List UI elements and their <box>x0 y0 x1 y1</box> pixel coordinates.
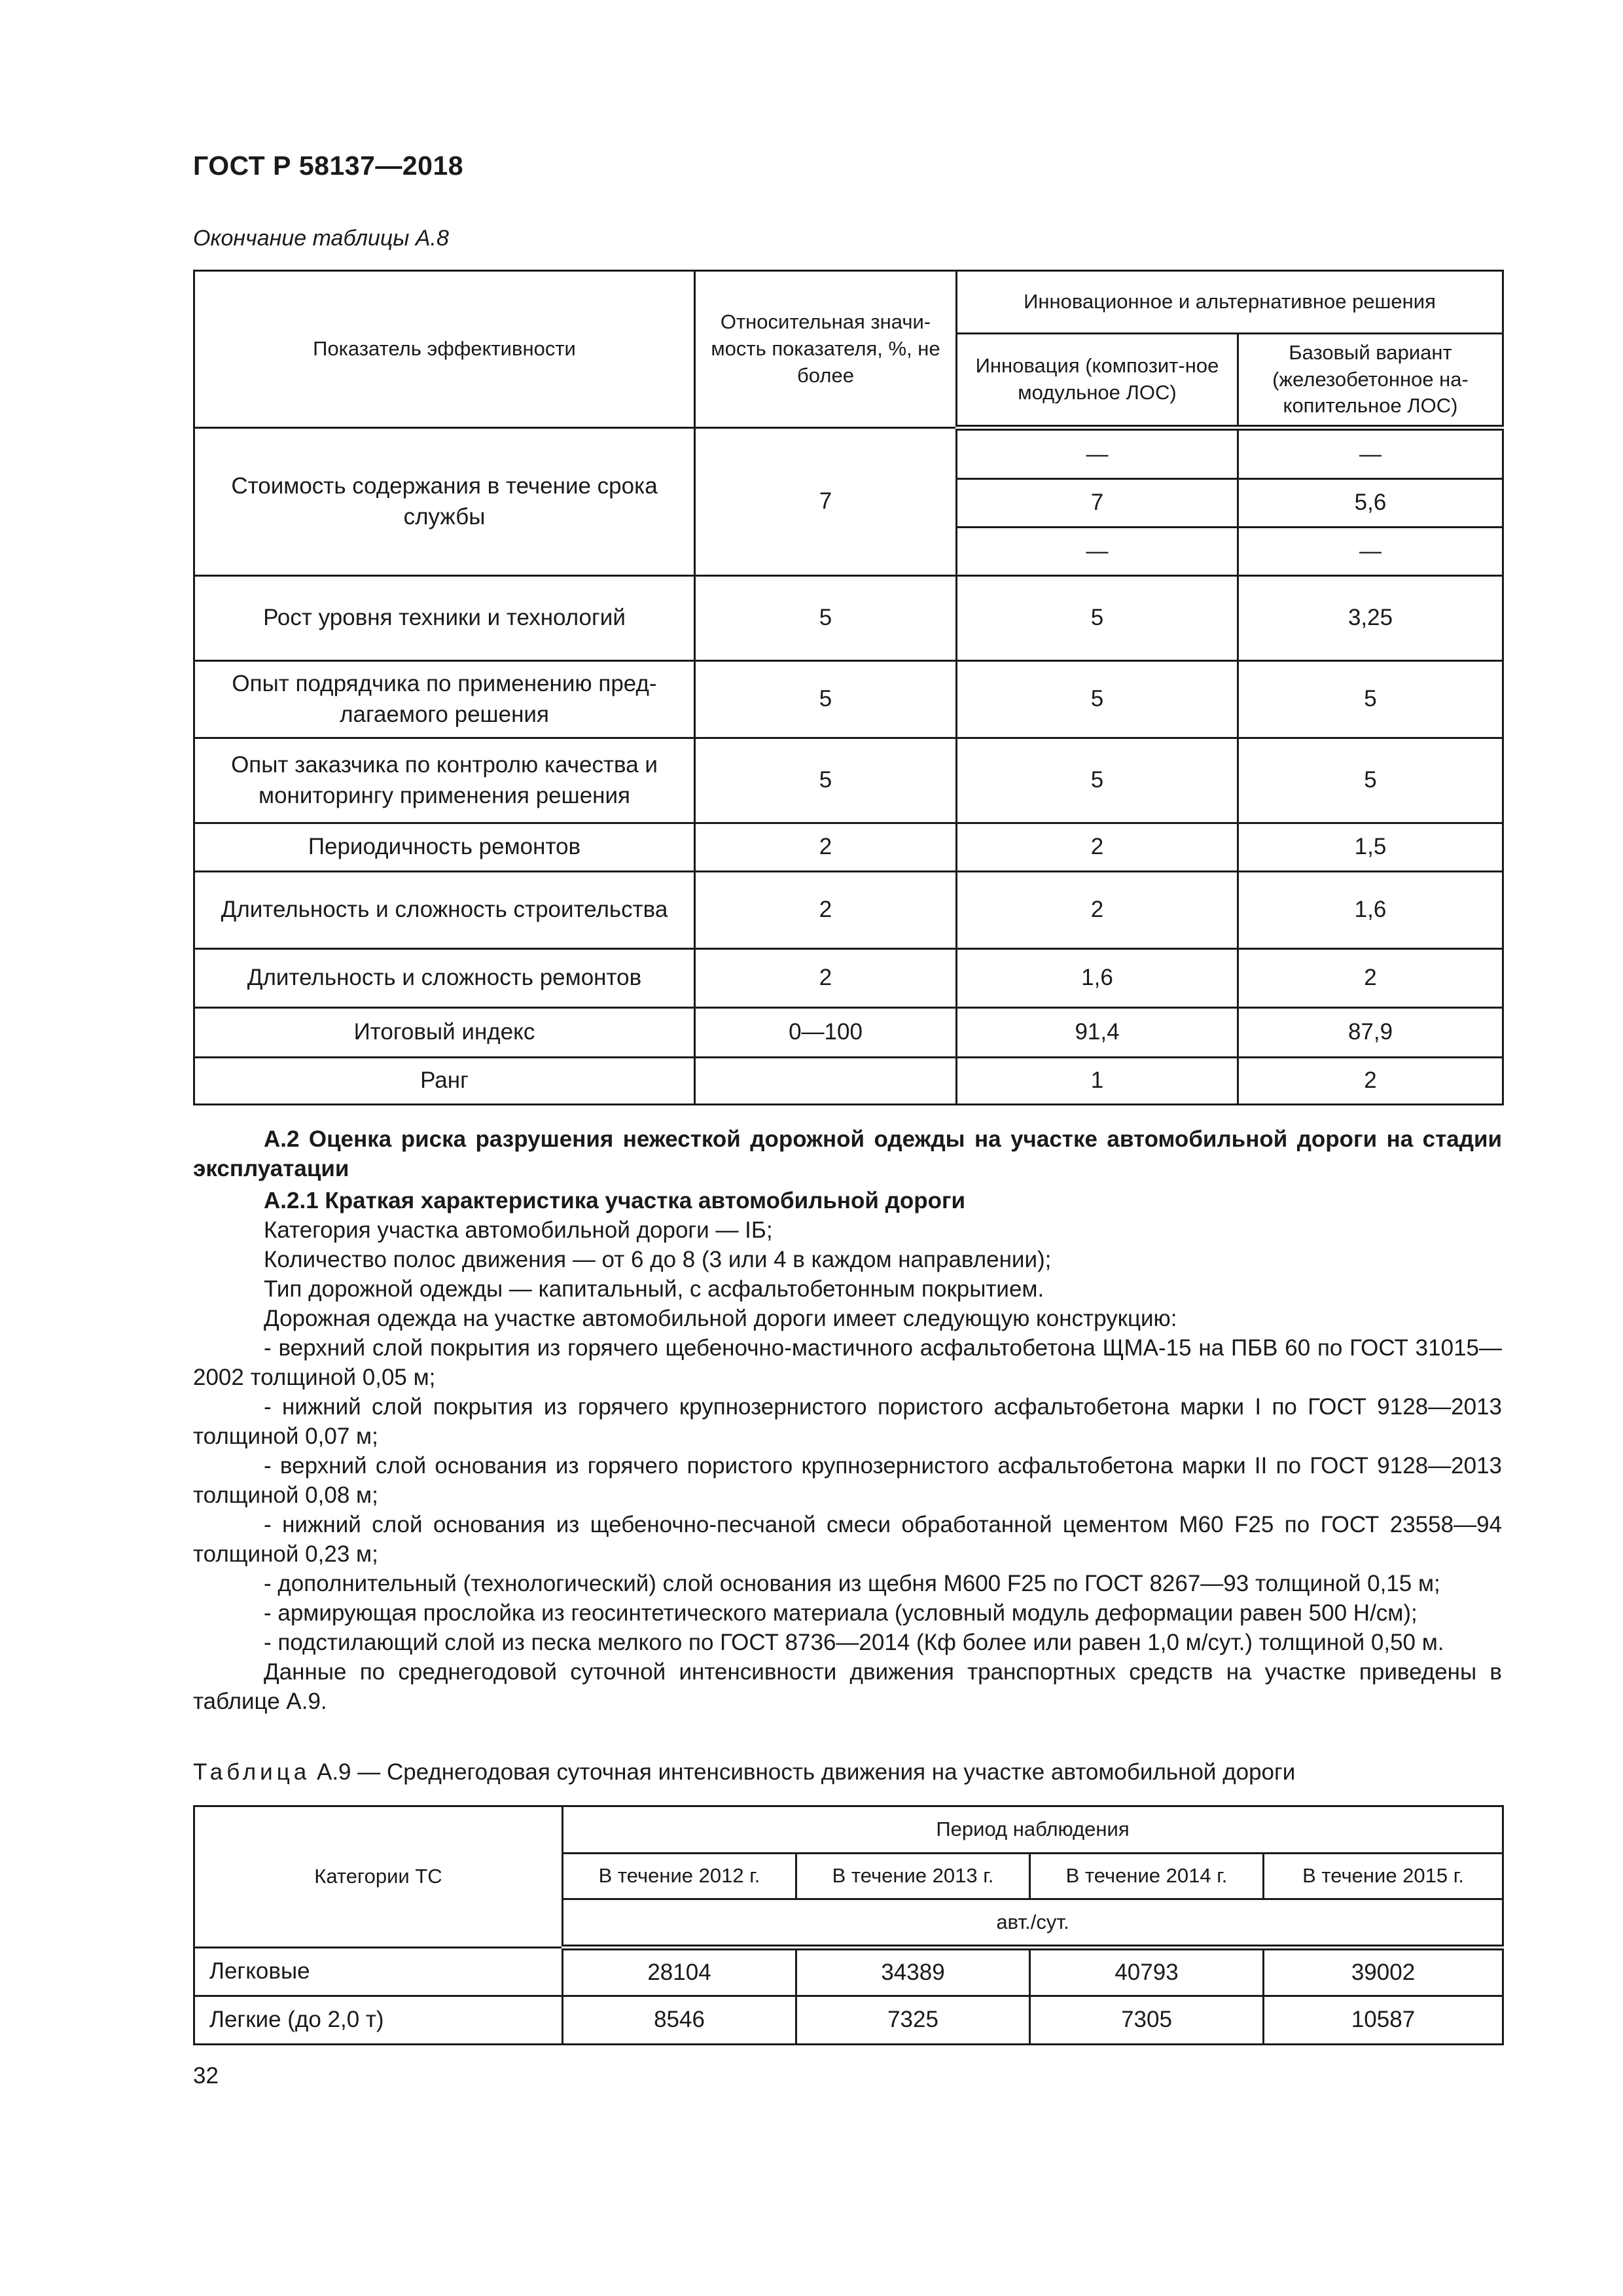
layer-item: - нижний слой основания из щебеночно-песчаной смеси обработанной цементом М60 F25 по ГОСТ 23558—94 толщиной 0,23 м; <box>193 1512 1502 1567</box>
table-row <box>194 1996 1503 2045</box>
row-innovation: 1,6 <box>957 949 1238 1008</box>
row-label: Опыт заказчика по контролю качества и мониторингу применения решения <box>194 738 695 823</box>
row-label: Длительность и сложность ремонтов <box>194 949 695 1008</box>
row-value: 8546 <box>563 1996 796 2045</box>
header-period: Период наблюдения <box>563 1806 1503 1854</box>
table-row <box>194 1948 1503 1996</box>
table-a9-caption-text: А.9 — Среднегодовая суточная интенсивность движения на участке автомобильной дороги <box>316 1759 1296 1785</box>
row-relative: 5 <box>695 661 957 738</box>
row-base: 1,6 <box>1238 872 1503 949</box>
row-base: 5 <box>1238 661 1503 738</box>
layer-item: - верхний слой основания из горячего пористого крупнозернистого асфальтобетона марки II по ГОСТ 9128—2013 толщиной 0,08 м; <box>193 1453 1502 1508</box>
table-row <box>194 1008 1503 1058</box>
row-value: 40793 <box>1030 1948 1264 1996</box>
row-innovation: 1 <box>957 1058 1238 1105</box>
row-relative: 5 <box>695 738 957 823</box>
maintenance-relative: 7 <box>695 428 957 576</box>
row-base: 2 <box>1238 949 1503 1008</box>
header-year-2015: В течение 2015 г. <box>1264 1854 1503 1899</box>
maintenance-base-2: 5,6 <box>1238 479 1503 528</box>
row-label: Опыт подрядчика по применению пред-лагаемого решения <box>194 661 695 738</box>
header-category: Категории ТС <box>194 1806 563 1948</box>
row-value: 7325 <box>796 1996 1030 2045</box>
table-a9 <box>193 1805 1504 2045</box>
layer-item: - дополнительный (технологический) слой основания из щебня М600 F25 по ГОСТ 8267—93 толщиной 0,15 м; <box>264 1571 1440 1596</box>
paragraph-line: Данные по среднегодовой суточной интенсивности движения транспортных средств на участке приведены в таблице А.9. <box>193 1659 1502 1714</box>
row-base: 5 <box>1238 738 1503 823</box>
section-a2 <box>193 1124 1502 1716</box>
table-row <box>194 872 1503 949</box>
table-a9-caption-prefix: Таблица <box>193 1759 311 1785</box>
table-a8 <box>193 270 1504 1105</box>
maintenance-base-3: — <box>1238 528 1503 576</box>
table-a9-caption <box>193 1759 1295 1785</box>
table-row <box>194 738 1503 823</box>
row-relative: 2 <box>695 823 957 872</box>
paragraph-line: Тип дорожной одежды — капитальный, с асфальтобетонным покрытием. <box>264 1276 1044 1302</box>
row-relative <box>695 1058 957 1105</box>
row-base: 1,5 <box>1238 823 1503 872</box>
maintenance-base-1: — <box>1238 428 1503 479</box>
row-value: 10587 <box>1264 1996 1503 2045</box>
header-solutions-group: Инновационное и альтернативное решения <box>957 271 1503 334</box>
row-value: 28104 <box>563 1948 796 1996</box>
header-innovation: Инновация (композит-ное модульное ЛОС) <box>957 334 1238 428</box>
table-row <box>194 949 1503 1008</box>
header-unit: авт./сут. <box>563 1899 1503 1948</box>
row-value: 7305 <box>1030 1996 1264 2045</box>
table-row <box>194 661 1503 738</box>
header-indicator: Показатель эффективности <box>194 271 695 428</box>
row-value: 34389 <box>796 1948 1030 1996</box>
row-label: Рост уровня техники и технологий <box>194 576 695 661</box>
table-row <box>194 1058 1503 1105</box>
layer-item: - подстилающий слой из песка мелкого по ГОСТ 8736—2014 (Кф более или равен 1,0 м/сут.) толщиной 0,50 м. <box>264 1630 1444 1655</box>
row-label: Периодичность ремонтов <box>194 823 695 872</box>
row-base: 2 <box>1238 1058 1503 1105</box>
row-innovation: 5 <box>957 738 1238 823</box>
paragraph-line: Категория участка автомобильной дороги — IБ; <box>264 1217 773 1243</box>
row-relative: 2 <box>695 872 957 949</box>
row-label: Итоговый индекс <box>194 1008 695 1058</box>
header-year-2014: В течение 2014 г. <box>1030 1854 1264 1899</box>
row-innovation: 5 <box>957 576 1238 661</box>
header-relative: Относительная значи-мость показателя, %, не более <box>695 271 957 428</box>
row-label: Легкие (до 2,0 т) <box>194 1996 563 2045</box>
paragraph-line: Дорожная одежда на участке автомобильной дороги имеет следующую конструкцию: <box>264 1306 1177 1331</box>
row-label: Длительность и сложность строительства <box>194 872 695 949</box>
maintenance-label: Стоимость содержания в течение срока службы <box>194 428 695 576</box>
layer-item: - нижний слой покрытия из горячего крупнозернистого пористого асфальтобетона марки I по ГОСТ 9128—2013 толщиной 0,07 м; <box>193 1394 1502 1449</box>
row-base: 87,9 <box>1238 1008 1503 1058</box>
maintenance-innovation-1: — <box>957 428 1238 479</box>
row-relative: 2 <box>695 949 957 1008</box>
table-row <box>194 823 1503 872</box>
row-base: 3,25 <box>1238 576 1503 661</box>
row-label: Легковые <box>194 1948 563 1996</box>
row-innovation: 2 <box>957 823 1238 872</box>
page-number: 32 <box>193 2063 219 2089</box>
row-value: 39002 <box>1264 1948 1503 1996</box>
row-relative: 0—100 <box>695 1008 957 1058</box>
section-a2-title: А.2 Оценка риска разрушения нежесткой дорожной одежды на участке автомобильной дороги на стадии эксплуатации <box>193 1126 1502 1181</box>
row-relative: 5 <box>695 576 957 661</box>
row-innovation: 5 <box>957 661 1238 738</box>
row-innovation: 2 <box>957 872 1238 949</box>
paragraph-line: Количество полос движения — от 6 до 8 (3 или 4 в каждом направлении); <box>264 1247 1052 1272</box>
layer-item: - верхний слой покрытия из горячего щебеночно-мастичного асфальтобетона ЩМА-15 на ПБВ 60 по ГОСТ 31015—2002 толщиной 0,05 м; <box>193 1335 1502 1390</box>
header-year-2013: В течение 2013 г. <box>796 1854 1030 1899</box>
table-row <box>194 576 1503 661</box>
section-a21-title: А.2.1 Краткая характеристика участка автомобильной дороги <box>264 1188 966 1213</box>
table-a8-caption: Окончание таблицы А.8 <box>193 226 449 251</box>
maintenance-innovation-2: 7 <box>957 479 1238 528</box>
document-header: ГОСТ Р 58137—2018 <box>193 151 464 181</box>
row-label: Ранг <box>194 1058 695 1105</box>
header-year-2012: В течение 2012 г. <box>563 1854 796 1899</box>
maintenance-innovation-3: — <box>957 528 1238 576</box>
header-base: Базовый вариант (железобетонное на-копительное ЛОС) <box>1238 334 1503 428</box>
row-innovation: 91,4 <box>957 1008 1238 1058</box>
layer-item: - армирующая прослойка из геосинтетического материала (условный модуль деформации равен 500 Н/см); <box>264 1600 1418 1626</box>
